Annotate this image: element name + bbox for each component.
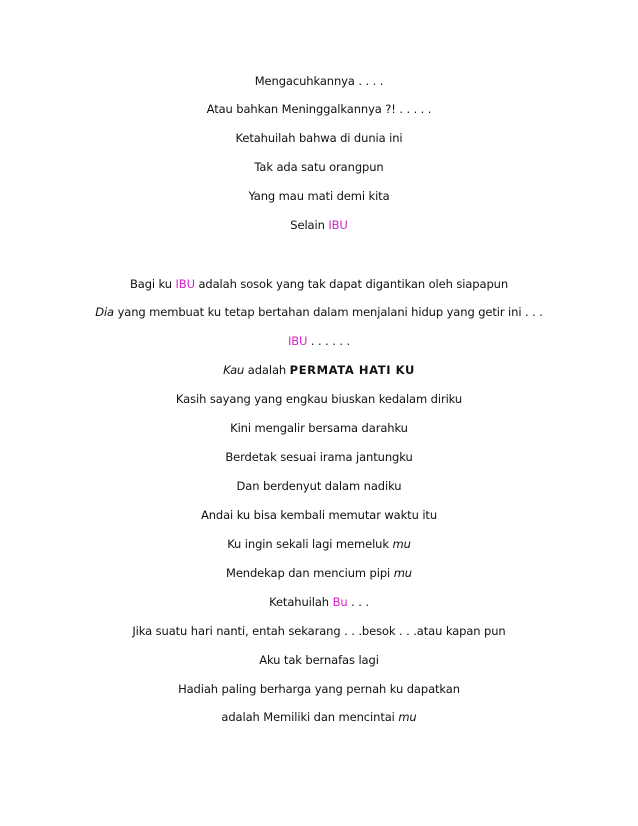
poem-line-4: Tak ada satu orangpun xyxy=(254,160,384,174)
italic-word: Dia xyxy=(95,305,115,319)
poem-line-3: Ketahuilah bahwa di dunia ini xyxy=(235,131,403,145)
poem-line-14: Dan berdenyut dalam nadiku xyxy=(236,479,402,493)
text-fragment: Selain xyxy=(290,218,329,232)
poem-line-18 xyxy=(0,595,638,609)
text-fragment: Mendekap dan mencium pipi xyxy=(226,566,394,580)
ibu-highlight: IBU xyxy=(175,277,195,291)
italic-word: Kau xyxy=(223,363,245,377)
italic-word: mu xyxy=(398,710,417,724)
poem-line-8 xyxy=(0,305,638,319)
text-fragment: Bagi ku xyxy=(129,277,176,291)
poem-line-10 xyxy=(0,363,638,377)
bold-phrase: PERMATA HATI KU xyxy=(289,363,415,377)
text-fragment: adalah Memiliki dan mencintai xyxy=(221,710,399,724)
ibu-highlight: IBU xyxy=(287,334,308,348)
poem-line-5: Yang mau mati demi kita xyxy=(248,189,390,203)
poem-line-11: Kasih sayang yang engkau biuskan kedalam diriku xyxy=(175,392,463,406)
poem-line-17 xyxy=(0,566,638,580)
poem-line-21: Hadiah paling berharga yang pernah ku dapatkan xyxy=(178,682,460,696)
poem-line-6 xyxy=(0,218,638,232)
poem-line-15: Andai ku bisa kembali memutar waktu itu xyxy=(200,508,438,522)
bu-highlight: Bu xyxy=(332,595,348,609)
poem-line-1: Mengacuhkannya . . . . xyxy=(254,74,384,88)
poem-line-12: Kini mengalir bersama darahku xyxy=(230,421,408,435)
text-fragment: . . . . . . xyxy=(307,334,351,348)
poem-line-19: Jika suatu hari nanti, entah sekarang . . .besok . . .atau kapan pun xyxy=(132,624,506,638)
ibu-highlight: IBU xyxy=(328,218,348,232)
poem-line-16 xyxy=(0,537,638,551)
poem-line-9 xyxy=(0,334,638,348)
text-fragment: . . . xyxy=(347,595,369,609)
poem-line-2: Atau bahkan Meninggalkannya ?! . . . . . xyxy=(206,102,432,116)
poem-line-7 xyxy=(0,277,638,291)
text-fragment: Ketahuilah xyxy=(269,595,333,609)
italic-word: mu xyxy=(393,566,412,580)
text-fragment: adalah xyxy=(244,363,290,377)
text-fragment: adalah sosok yang tak dapat digantikan oleh siapapun xyxy=(194,277,509,291)
poem-line-20: Aku tak bernafas lagi xyxy=(259,653,379,667)
text-fragment: yang membuat ku tetap bertahan dalam menjalani hidup yang getir ini . . . xyxy=(114,305,543,319)
italic-word: mu xyxy=(392,537,411,551)
text-fragment: Ku ingin sekali lagi memeluk xyxy=(227,537,393,551)
poem-line-22 xyxy=(0,710,638,724)
poem-line-13: Berdetak sesuai irama jantungku xyxy=(225,450,413,464)
